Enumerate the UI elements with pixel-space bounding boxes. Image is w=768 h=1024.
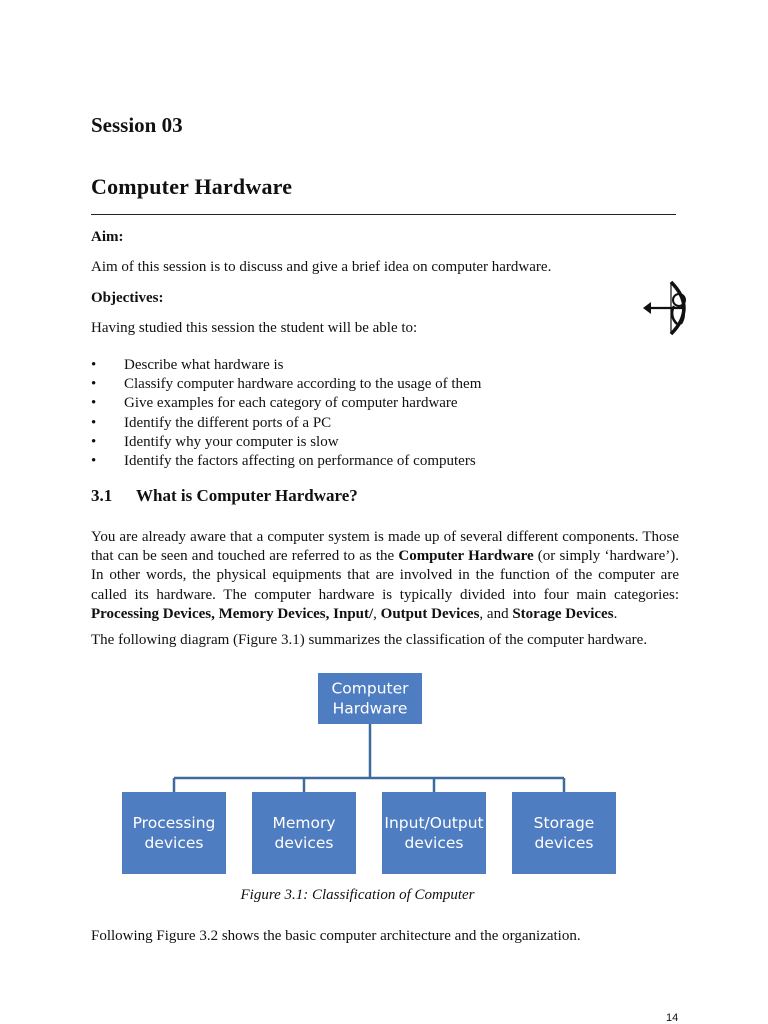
- objective-text: Give examples for each category of computer hardware: [124, 395, 458, 412]
- text-run: You are already aware that a computer system is made up of several different components. Those that can be seen and touched are referred to as the: [91, 529, 679, 565]
- section-title: What is Computer Hardware?: [136, 486, 358, 505]
- objective-text: Classify computer hardware according to the usage of them: [124, 376, 482, 393]
- node-processing-devices: [122, 792, 226, 874]
- text-run: .: [613, 605, 618, 622]
- bold-term: Computer Hardware: [398, 548, 534, 565]
- page-number: 14: [666, 1012, 679, 1024]
- bullet-icon: •: [91, 452, 97, 469]
- section-number: 3.1: [91, 486, 113, 505]
- node-input-output-devices-label: Input/Output: [384, 814, 484, 832]
- node-memory-devices-label: Memory: [272, 814, 336, 832]
- node-memory-devices: [252, 792, 356, 874]
- diagram-connectors: [174, 724, 564, 792]
- aim-label: Aim:: [91, 229, 124, 245]
- node-processing-devices-label: devices: [144, 834, 204, 852]
- bold-term: Storage Devices: [512, 605, 614, 622]
- objectives-intro: Having studied this session the student will be able to:: [91, 320, 418, 336]
- bullet-icon: •: [91, 357, 97, 373]
- objectives-label: Objectives:: [91, 290, 164, 306]
- objective-text: Identify why your computer is slow: [124, 433, 339, 450]
- objective-text: Describe what hardware is: [124, 357, 284, 373]
- session-label: Session 03: [91, 113, 183, 137]
- bullet-icon: •: [91, 395, 97, 412]
- node-computer-hardware-label: Computer: [331, 679, 409, 698]
- node-input-output-devices: [382, 792, 486, 874]
- bullet-icon: •: [91, 414, 97, 431]
- node-memory-devices-label: devices: [274, 834, 334, 852]
- bullet-icon: •: [91, 433, 97, 450]
- node-input-output-devices-label: devices: [404, 834, 464, 852]
- objective-text: Identify the different ports of a PC: [124, 414, 332, 431]
- aim-text: Aim of this session is to discuss and give a brief idea on computer hardware.: [91, 259, 552, 275]
- following-text: Following Figure 3.2 shows the basic computer architecture and the organization.: [91, 928, 581, 944]
- bullet-icon: •: [91, 376, 97, 393]
- objective-text: Identify the factors affecting on performance of computers: [124, 452, 476, 469]
- chapter-title: Computer Hardware: [91, 174, 293, 199]
- node-computer-hardware: [318, 673, 422, 724]
- node-computer-hardware-label: Hardware: [332, 699, 408, 718]
- diagram-intro: The following diagram (Figure 3.1) summarizes the classification of the computer hardware.: [91, 632, 648, 648]
- figure-caption: Figure 3.1: Classification of Computer: [240, 887, 475, 903]
- text-run: ,: [373, 605, 381, 622]
- node-storage-devices-box: [512, 792, 616, 874]
- bold-term: Output Devices: [380, 605, 480, 622]
- text-run: , and: [479, 605, 513, 622]
- node-processing-devices-box: [122, 792, 226, 874]
- node-memory-devices-box: [252, 792, 356, 874]
- node-input-output-devices-box: [382, 792, 486, 874]
- node-storage-devices-label: devices: [534, 834, 594, 852]
- bold-term: Processing Devices, Memory Devices, Input/: [91, 605, 374, 622]
- node-storage-devices: [512, 792, 616, 874]
- node-storage-devices-label: Storage: [533, 814, 595, 832]
- text-run: (or simply ‘hardware’). In other words, the physical equipments that are involved in the function of the computer are called its hardware. The computer hardware is typically divided into four main categories:: [91, 548, 679, 603]
- node-processing-devices-label: Processing: [132, 814, 216, 832]
